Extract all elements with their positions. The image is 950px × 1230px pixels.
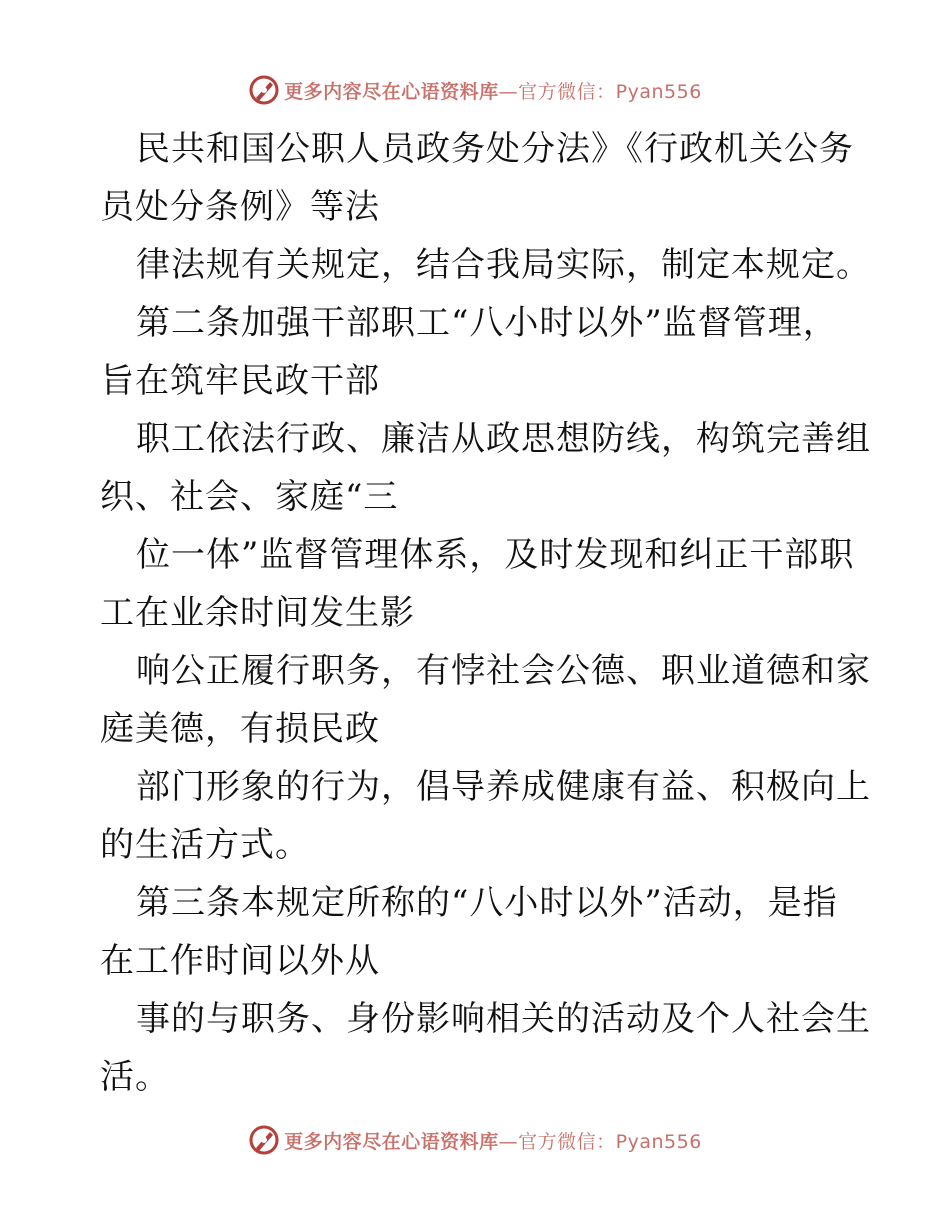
text-line: 职工依法行政、廉洁从政思想防线，构筑完善组	[136, 419, 871, 459]
footer-banner	[0, 1122, 950, 1158]
text-line: 织、社会、家庭“三	[100, 477, 399, 517]
footer-brand: 更多内容尽在心语资料库	[284, 1130, 499, 1153]
text-line: 第二条加强干部职工“八小时以外”监督管理，	[136, 303, 838, 343]
header-banner-text	[284, 77, 702, 104]
header-brand: 更多内容尽在心语资料库	[284, 80, 499, 103]
text-line: 事的与职务、身份影响相关的活动及个人社会生	[136, 999, 871, 1039]
text-line: 在工作时间以外从	[100, 941, 380, 981]
text-line: 部门形象的行为，倡导养成健康有益、积极向上	[136, 767, 871, 807]
text-line: 活。	[100, 1057, 170, 1097]
header-banner	[0, 72, 950, 108]
text-line: 位一体”监督管理体系，及时发现和纠正干部职	[136, 535, 855, 575]
pen-logo-icon	[248, 1124, 280, 1156]
header-separator: —	[498, 80, 519, 103]
header-wechat: 官方微信：Pyan556	[518, 80, 702, 103]
text-line: 庭美德，有损民政	[100, 709, 380, 749]
footer-wechat: 官方微信：Pyan556	[518, 1130, 702, 1153]
text-line: 工在业余时间发生影	[100, 593, 415, 633]
text-line: 员处分条例》等法	[100, 187, 380, 227]
text-line: 律法规有关规定，结合我局实际，制定本规定。	[136, 245, 871, 285]
text-line: 第三条本规定所称的“八小时以外”活动，是指	[136, 883, 838, 923]
text-line: 民共和国公职人员政务处分法》《行政机关公务	[136, 129, 854, 169]
pen-logo-icon	[248, 74, 280, 106]
footer-separator: —	[498, 1130, 519, 1153]
document-body	[100, 120, 871, 1106]
footer-banner-text	[284, 1127, 702, 1154]
text-line: 的生活方式。	[100, 825, 310, 865]
text-line: 响公正履行职务，有悖社会公德、职业道德和家	[136, 651, 871, 691]
text-line: 旨在筑牢民政干部	[100, 361, 380, 401]
